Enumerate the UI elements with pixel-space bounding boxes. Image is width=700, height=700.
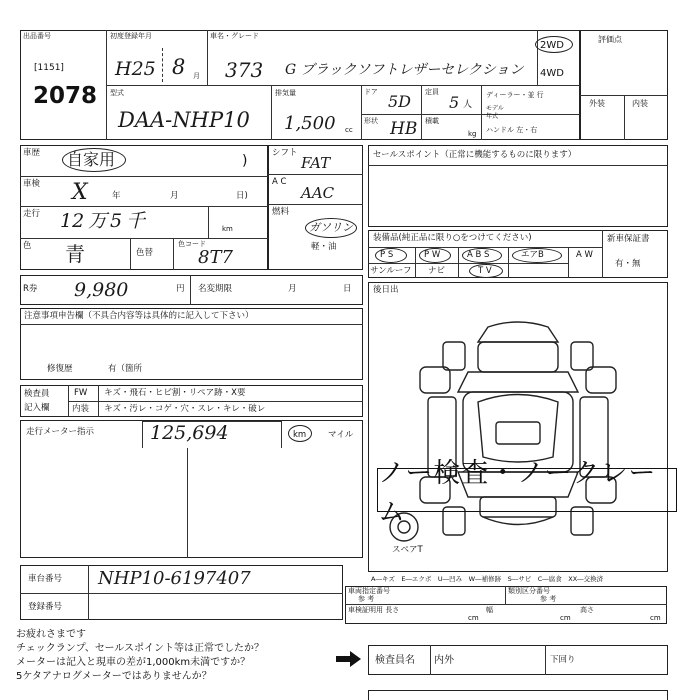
footer-line-1: お疲れさまです <box>16 629 86 640</box>
vehicle-spec-box <box>345 586 667 624</box>
caution-label: 注意事項申告欄（不具合内容等は具体的に記入して下さい） <box>24 311 254 321</box>
yen-unit: 円 <box>176 284 185 294</box>
shift-value: FAT <box>301 154 331 172</box>
name-change-label: 名変期限 <box>198 284 233 294</box>
recycle-value: 9,980 <box>74 279 129 301</box>
mileage-man: 12 <box>60 210 85 232</box>
abs-circle <box>462 248 502 263</box>
fuel-label: 燃料 <box>272 207 290 217</box>
cert-height-label: 高さ <box>580 606 594 614</box>
reference-label-1: 参 考 <box>358 595 375 603</box>
registration-era: H25 <box>115 58 156 80</box>
mileage-km-unit: km <box>222 225 233 233</box>
drive-2wd-circle <box>535 36 573 53</box>
cert-length-label: 車検証明用 長さ <box>348 606 400 614</box>
pw-label: P W <box>424 250 441 260</box>
model-type-label: 型式 <box>110 89 124 97</box>
inspection-month-unit: 月 <box>170 191 179 201</box>
sunroof-label: サンルーフ <box>370 266 412 276</box>
model-year-label-1: モデル <box>486 105 504 112</box>
mileage-sen-unit: 千 <box>126 210 146 232</box>
lot-code: [1151] <box>34 63 64 73</box>
shift-label: シフト <box>272 148 298 158</box>
first-registration-label: 初度登録年月 <box>110 32 152 40</box>
drive-2wd: 2WD <box>540 40 564 51</box>
registration-month-unit: 月 <box>193 72 200 80</box>
pw-circle <box>419 248 451 263</box>
displacement-label: 排気量 <box>275 89 296 97</box>
equipment-label: 装備品(純正品に限り○をつけてください) <box>373 233 532 243</box>
ps-circle <box>375 248 407 263</box>
load-label: 積載 <box>425 117 439 125</box>
inspector-entry-label-2: 記入欄 <box>24 403 50 413</box>
car-name-label: 車名・グレード <box>210 32 259 40</box>
ac-label: A C <box>272 177 287 187</box>
door-value: 5D <box>388 92 412 111</box>
mileage-label: 走行 <box>23 209 41 219</box>
odometer-km-circle <box>288 425 312 442</box>
airbag-circle <box>512 248 562 263</box>
history-circle <box>62 148 126 172</box>
lower-check-label: 下回り <box>550 655 576 665</box>
capacity-unit: 人 <box>463 100 473 110</box>
interior-items: キズ・汚レ・コゲ・穴・スレ・キレ・破レ <box>104 404 266 414</box>
history-value: 自家用 <box>67 150 116 169</box>
color-code-label: 色コード <box>178 240 206 248</box>
inspection-day-unit: 日) <box>236 191 248 201</box>
drive-4wd: 4WD <box>540 68 564 79</box>
dealer-label: ディーラー・並 行 <box>486 91 544 99</box>
footer-line-4: 5ケタアナログメーターではありませんか？ <box>16 671 212 682</box>
kg-unit: kg <box>468 130 477 138</box>
history-label: 車歴 <box>23 148 41 158</box>
model-code: 373 <box>225 58 264 82</box>
no-inspection-no-claim-stamp: ノー検査・ノークレーム <box>377 468 677 512</box>
warranty-value: 有・無 <box>615 259 641 269</box>
exterior-eval-label: 外装 <box>589 99 605 108</box>
registration-number-label: 登録番号 <box>28 602 63 612</box>
capacity-label: 定員 <box>425 88 439 96</box>
lot-number: 2078 <box>33 83 98 109</box>
handle-label: ハンドル 左・右 <box>486 126 538 134</box>
interior-label: 内装 <box>72 404 90 414</box>
odometer-mile-unit: マイル <box>328 430 354 440</box>
arrow-right-icon <box>336 650 362 668</box>
cert-height-cm: cm <box>650 614 661 622</box>
mileage-sen: 5 <box>110 210 123 232</box>
model-type: DAA-NHP10 <box>118 108 250 132</box>
color-value: 青 <box>65 242 85 266</box>
tv-label: T V <box>478 266 492 276</box>
repair-history-value: 有（箇所 <box>108 364 143 374</box>
fuel-value: ガソリン <box>309 221 353 234</box>
rear-hole-label: 後日出 <box>373 285 399 295</box>
cert-length-cm: cm <box>468 614 479 622</box>
navi-label: ナビ <box>428 266 446 276</box>
displacement: 1,500 <box>284 113 336 134</box>
chassis-label: 車台番号 <box>28 574 63 584</box>
footer-line-2: チェックランプ、セールスポイント等は正常でしたか？ <box>16 643 264 654</box>
cert-width-cm: cm <box>560 614 571 622</box>
inspection-value: X <box>72 180 88 205</box>
repair-history-label: 修復歴 <box>47 364 73 374</box>
inspection-label: 車検 <box>23 179 41 189</box>
odometer-km-unit: km <box>293 430 307 440</box>
spare-tire-label: スペアT <box>392 545 423 555</box>
ac-value: AAC <box>301 184 335 202</box>
name-change-day: 日 <box>343 284 352 294</box>
cert-width-label: 幅 <box>486 606 493 614</box>
color-label: 色 <box>23 241 32 251</box>
evaluation-label: 評価点 <box>598 35 622 44</box>
light-oil-label: 軽・油 <box>311 242 337 252</box>
inspection-year-unit: 年 <box>112 191 121 201</box>
color-change-label: 色替 <box>136 248 154 258</box>
fleet-designation-label: 車両指定番号 <box>348 587 390 595</box>
damage-legend: A―キズ E―エクボ U―凹み W―補修跡 S―サビ C―腐食 XX―交換済 <box>371 575 604 583</box>
model-year-label-2: 年式 <box>486 113 499 120</box>
grade: G ブラックソフトレザーセレクション <box>285 62 524 78</box>
ps-label: P S <box>380 250 394 260</box>
airbag-label: エアB <box>521 250 544 260</box>
inspector-name-label: 検査員名 <box>375 655 415 666</box>
bottom-box <box>368 690 668 700</box>
inspector-entry-label-1: 検査員 <box>24 389 50 399</box>
recycle-box <box>20 275 363 305</box>
odometer-value: 125,694 <box>150 422 229 444</box>
history-paren-close: ) <box>242 153 248 169</box>
odometer-label: 走行メーター指示 <box>26 427 95 437</box>
inner-outer-label: 内外 <box>434 655 454 666</box>
cc-unit: cc <box>345 126 353 134</box>
aw-label: A W <box>576 250 593 260</box>
fw-label: FW <box>74 388 88 398</box>
lot-number-label: 出品番号 <box>23 32 51 40</box>
warranty-label: 新車保証書 <box>607 234 650 244</box>
shape-label: 形状 <box>364 117 378 125</box>
sales-point-label: セールスポイント（正常に機能するものに限ります） <box>373 150 577 160</box>
footer-line-3: メーターは記入と現車の差が1,000km未満ですか？ <box>16 657 251 668</box>
door-label: ドア <box>364 88 378 96</box>
registration-month: 8 <box>172 55 186 79</box>
shape-value: HB <box>390 119 418 139</box>
fw-items: キズ・飛石・ヒビ割・リペア跡・X要 <box>104 388 246 398</box>
mileage-man-unit: 万 <box>88 210 108 232</box>
tv-circle <box>469 264 503 278</box>
fuel-circle <box>305 218 357 238</box>
interior-eval-label: 内装 <box>632 99 648 108</box>
chassis-value: NHP10-6197407 <box>98 568 251 589</box>
reference-label-2: 参 考 <box>540 595 557 603</box>
recycle-label: R券 <box>23 284 38 294</box>
category-number-label: 類別区分番号 <box>508 587 550 595</box>
color-code: 8T7 <box>198 247 233 268</box>
capacity-value: 5 <box>449 93 460 112</box>
name-change-month: 月 <box>288 284 297 294</box>
abs-label: A B S <box>467 250 490 260</box>
